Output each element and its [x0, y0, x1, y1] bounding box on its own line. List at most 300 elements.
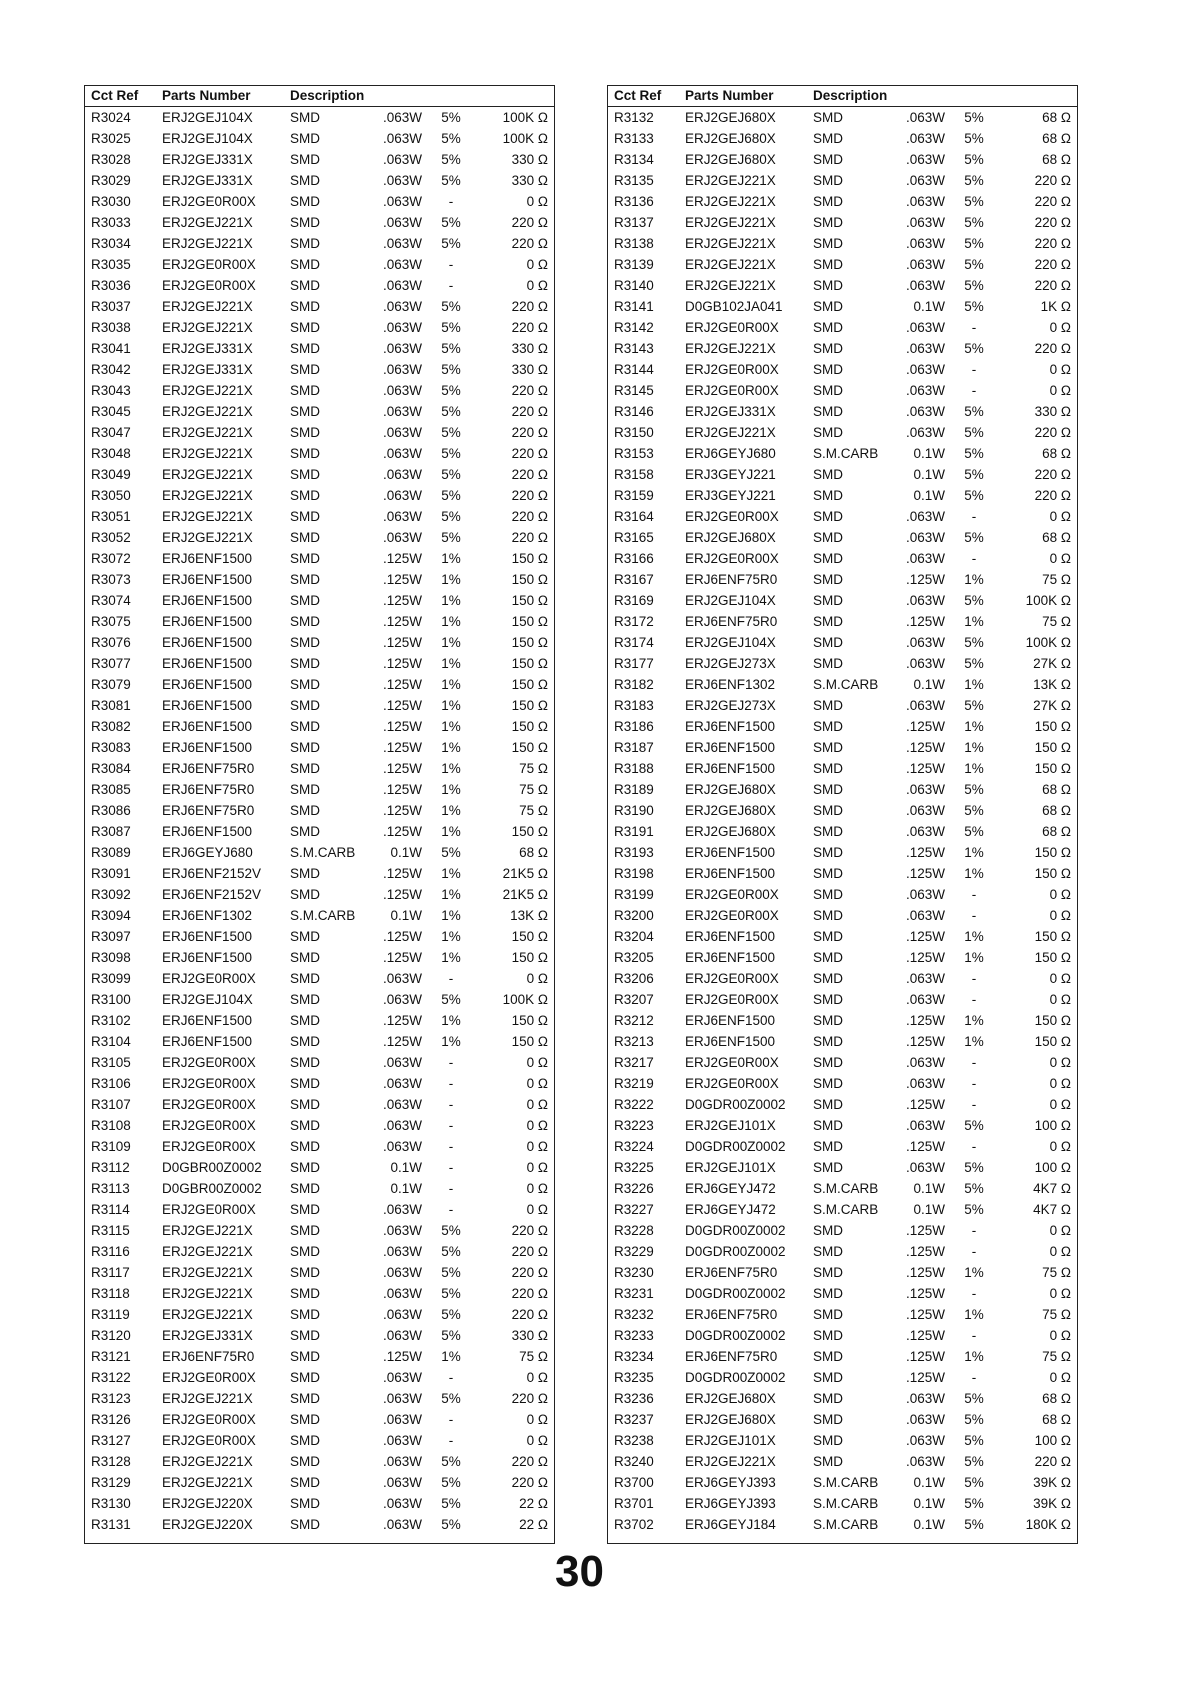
cell-parts-number: ERJ6ENF1500 [685, 1013, 776, 1028]
cell-parts-number: ERJ6ENF75R0 [685, 1307, 778, 1322]
cell-parts-number: ERJ2GEJ331X [162, 173, 253, 188]
cell-wattage: .063W [905, 530, 945, 545]
cell-wattage: .125W [905, 1370, 945, 1385]
table-row [85, 1115, 554, 1136]
cell-description: SMD [290, 1013, 320, 1028]
cell-wattage: .063W [905, 593, 945, 608]
header-description: Description [290, 88, 365, 103]
cell-value: 0 Ω [526, 1097, 548, 1112]
cell-value: 220 Ω [511, 299, 548, 314]
cell-description: SMD [290, 761, 320, 776]
cell-tolerance: - [971, 1244, 977, 1259]
cell-value: 0 Ω [1049, 1286, 1071, 1301]
cell-cct-ref: R3118 [91, 1286, 130, 1301]
cell-wattage: .125W [905, 1139, 945, 1154]
cell-wattage: .063W [382, 173, 422, 188]
cell-value: 75 Ω [519, 1349, 548, 1364]
table-row [85, 1178, 554, 1199]
cell-value: 220 Ω [511, 467, 548, 482]
cell-parts-number: ERJ2GEJ331X [162, 341, 253, 356]
cell-tolerance: 1% [441, 551, 461, 566]
cell-parts-number: ERJ2GEJ221X [162, 1454, 253, 1469]
cell-description: SMD [813, 572, 843, 587]
cell-parts-number: ERJ6ENF1500 [685, 845, 776, 860]
cell-tolerance: 5% [964, 824, 984, 839]
cell-tolerance: 5% [964, 299, 984, 314]
cell-parts-number: ERJ2GEJ221X [162, 383, 253, 398]
cell-description: SMD [813, 1286, 843, 1301]
cell-cct-ref: R3131 [91, 1517, 131, 1532]
cell-cct-ref: R3038 [91, 320, 131, 335]
table-row [85, 170, 554, 191]
cell-parts-number: ERJ6GEYJ472 [685, 1202, 776, 1217]
cell-wattage: .063W [382, 1412, 422, 1427]
cell-parts-number: ERJ2GEJ680X [685, 824, 776, 839]
cell-tolerance: 1% [964, 1307, 984, 1322]
cell-wattage: .125W [905, 866, 945, 881]
cell-parts-number: ERJ2GEJ331X [162, 152, 253, 167]
cell-tolerance: 5% [441, 992, 461, 1007]
cell-wattage: 0.1W [913, 446, 945, 461]
cell-tolerance: 1% [441, 614, 461, 629]
cell-parts-number: ERJ2GE0R00X [685, 971, 779, 986]
cell-parts-number: ERJ2GEJ101X [685, 1433, 776, 1448]
cell-cct-ref: R3165 [614, 530, 654, 545]
cell-parts-number: ERJ2GE0R00X [162, 1370, 256, 1385]
cell-description: SMD [813, 341, 843, 356]
cell-description: SMD [290, 719, 320, 734]
cell-parts-number: ERJ6ENF75R0 [685, 572, 778, 587]
cell-cct-ref: R3146 [614, 404, 654, 419]
header-parts-number: Parts Number [162, 88, 251, 103]
cell-wattage: .063W [382, 131, 422, 146]
cell-cct-ref: R3236 [614, 1391, 654, 1406]
cell-wattage: .063W [382, 488, 422, 503]
cell-cct-ref: R3082 [91, 719, 131, 734]
cell-cct-ref: R3133 [614, 131, 654, 146]
cell-parts-number: ERJ2GEJ221X [162, 1223, 253, 1238]
table-row [85, 611, 554, 632]
cell-value: 0 Ω [526, 1412, 548, 1427]
cell-value: 150 Ω [511, 929, 548, 944]
table-row [608, 653, 1077, 674]
cell-parts-number: ERJ6ENF75R0 [162, 803, 255, 818]
cell-description: SMD [290, 1307, 320, 1322]
cell-value: 220 Ω [511, 1475, 548, 1490]
table-row [608, 1094, 1077, 1115]
cell-value: 150 Ω [511, 1034, 548, 1049]
cell-parts-number: ERJ2GEJ221X [162, 1307, 253, 1322]
cell-wattage: .063W [382, 509, 422, 524]
cell-value: 220 Ω [511, 236, 548, 251]
cell-cct-ref: R3108 [91, 1118, 131, 1133]
cell-description: S.M.CARB [813, 677, 879, 692]
table-row [85, 1262, 554, 1283]
cell-tolerance: 5% [441, 404, 461, 419]
table-row [85, 779, 554, 800]
cell-value: 0 Ω [1049, 992, 1071, 1007]
cell-wattage: .063W [382, 362, 422, 377]
cell-value: 68 Ω [1042, 1391, 1071, 1406]
cell-value: 220 Ω [1034, 173, 1071, 188]
table-row [85, 842, 554, 863]
cell-cct-ref: R3092 [91, 887, 131, 902]
cell-wattage: 0.1W [913, 1181, 945, 1196]
cell-tolerance: 5% [964, 446, 984, 461]
cell-parts-number: D0GDR00Z0002 [685, 1286, 786, 1301]
cell-wattage: .063W [905, 803, 945, 818]
cell-wattage: .063W [905, 992, 945, 1007]
cell-parts-number: ERJ2GEJ101X [685, 1118, 776, 1133]
cell-cct-ref: R3145 [614, 383, 654, 398]
cell-parts-number: ERJ6ENF1302 [685, 677, 776, 692]
cell-wattage: .063W [382, 1286, 422, 1301]
cell-value: 100K Ω [502, 131, 548, 146]
cell-description: S.M.CARB [813, 446, 879, 461]
cell-tolerance: - [971, 320, 977, 335]
cell-value: 150 Ω [1034, 845, 1071, 860]
cell-description: SMD [290, 1076, 320, 1091]
header-description: Description [813, 88, 888, 103]
table-row [608, 317, 1077, 338]
cell-parts-number: ERJ2GEJ104X [162, 110, 253, 125]
cell-parts-number: ERJ6ENF1500 [685, 866, 776, 881]
cell-description: SMD [290, 1223, 320, 1238]
cell-cct-ref: R3193 [614, 845, 654, 860]
cell-parts-number: ERJ2GEJ221X [162, 299, 253, 314]
cell-value: 150 Ω [511, 824, 548, 839]
cell-value: 68 Ω [1042, 446, 1071, 461]
cell-value: 150 Ω [511, 950, 548, 965]
table-row [85, 1346, 554, 1367]
table-row [608, 779, 1077, 800]
cell-wattage: .125W [382, 929, 422, 944]
cell-tolerance: 1% [441, 908, 461, 923]
cell-wattage: .063W [382, 992, 422, 1007]
table-row [85, 653, 554, 674]
cell-cct-ref: R3229 [614, 1244, 654, 1259]
cell-parts-number: ERJ2GE0R00X [685, 509, 779, 524]
cell-description: SMD [290, 509, 320, 524]
cell-cct-ref: R3107 [91, 1097, 131, 1112]
cell-tolerance: - [448, 194, 454, 209]
table-row [85, 485, 554, 506]
cell-parts-number: D0GDR00Z0002 [685, 1244, 786, 1259]
cell-tolerance: - [971, 971, 977, 986]
cell-tolerance: - [448, 1181, 454, 1196]
cell-parts-number: ERJ2GE0R00X [162, 1139, 256, 1154]
cell-tolerance: - [971, 383, 977, 398]
table-row [608, 1367, 1077, 1388]
cell-parts-number: ERJ2GEJ221X [162, 1475, 253, 1490]
cell-description: SMD [290, 782, 320, 797]
table-row [85, 1514, 554, 1535]
cell-cct-ref: R3158 [614, 467, 654, 482]
cell-description: SMD [290, 110, 320, 125]
table-row [85, 1493, 554, 1514]
cell-description: SMD [290, 1055, 320, 1070]
cell-cct-ref: R3128 [91, 1454, 131, 1469]
cell-cct-ref: R3030 [91, 194, 131, 209]
cell-parts-number: ERJ2GEJ221X [162, 215, 253, 230]
cell-wattage: .063W [382, 320, 422, 335]
cell-tolerance: - [971, 908, 977, 923]
cell-description: SMD [290, 1391, 320, 1406]
cell-value: 0 Ω [526, 1370, 548, 1385]
table-row [608, 1220, 1077, 1241]
cell-wattage: .063W [382, 236, 422, 251]
cell-tolerance: 5% [964, 1433, 984, 1448]
cell-wattage: .125W [905, 1307, 945, 1322]
cell-cct-ref: R3028 [91, 152, 131, 167]
cell-cct-ref: R3186 [614, 719, 654, 734]
table-row [85, 338, 554, 359]
cell-cct-ref: R3115 [91, 1223, 130, 1238]
cell-wattage: .063W [382, 278, 422, 293]
cell-parts-number: ERJ6ENF1500 [685, 929, 776, 944]
cell-parts-number: ERJ6ENF1500 [685, 761, 776, 776]
cell-tolerance: - [448, 1055, 454, 1070]
table-row [608, 275, 1077, 296]
table-row [85, 695, 554, 716]
cell-tolerance: 5% [441, 1244, 461, 1259]
cell-wattage: .063W [905, 404, 945, 419]
cell-value: 150 Ω [1034, 719, 1071, 734]
cell-value: 75 Ω [1042, 614, 1071, 629]
cell-tolerance: 5% [964, 782, 984, 797]
table-row [608, 947, 1077, 968]
table-row [608, 170, 1077, 191]
cell-cct-ref: R3212 [614, 1013, 654, 1028]
cell-parts-number: ERJ6ENF2152V [162, 866, 262, 881]
cell-parts-number: ERJ2GEJ221X [162, 509, 253, 524]
table-row [608, 905, 1077, 926]
cell-tolerance: 1% [441, 635, 461, 650]
cell-description: SMD [813, 1265, 843, 1280]
cell-cct-ref: R3700 [614, 1475, 654, 1490]
table-row [608, 149, 1077, 170]
cell-description: SMD [813, 152, 843, 167]
table-row [608, 464, 1077, 485]
cell-tolerance: 1% [441, 677, 461, 692]
table-row [85, 884, 554, 905]
cell-value: 220 Ω [1034, 341, 1071, 356]
table-row [85, 968, 554, 989]
cell-value: 330 Ω [511, 341, 548, 356]
cell-value: 68 Ω [1042, 824, 1071, 839]
cell-wattage: .063W [905, 1391, 945, 1406]
cell-description: SMD [290, 677, 320, 692]
cell-description: SMD [290, 446, 320, 461]
cell-wattage: .063W [382, 1517, 422, 1532]
table-row [608, 1199, 1077, 1220]
table-row [608, 338, 1077, 359]
table-row [608, 128, 1077, 149]
cell-parts-number: ERJ2GEJ104X [162, 131, 253, 146]
cell-value: 68 Ω [1042, 110, 1071, 125]
cell-wattage: 0.1W [390, 1181, 422, 1196]
cell-cct-ref: R3098 [91, 950, 131, 965]
cell-tolerance: - [448, 1097, 454, 1112]
cell-cct-ref: R3164 [614, 509, 654, 524]
cell-description: SMD [290, 1265, 320, 1280]
cell-value: 220 Ω [511, 509, 548, 524]
cell-cct-ref: R3150 [614, 425, 654, 440]
cell-tolerance: 5% [441, 509, 461, 524]
cell-tolerance: 1% [441, 929, 461, 944]
table-body [608, 107, 1077, 1535]
cell-parts-number: ERJ2GE0R00X [162, 1097, 256, 1112]
cell-cct-ref: R3137 [614, 215, 654, 230]
table-row [85, 947, 554, 968]
cell-wattage: .125W [905, 1328, 945, 1343]
table-row [608, 1178, 1077, 1199]
table-row [85, 926, 554, 947]
cell-description: SMD [813, 593, 843, 608]
cell-wattage: .125W [382, 593, 422, 608]
cell-cct-ref: R3227 [614, 1202, 654, 1217]
cell-cct-ref: R3232 [614, 1307, 654, 1322]
cell-description: SMD [813, 656, 843, 671]
cell-tolerance: 5% [964, 1181, 984, 1196]
table-row [85, 1241, 554, 1262]
cell-description: SMD [290, 593, 320, 608]
cell-wattage: .125W [382, 866, 422, 881]
cell-tolerance: - [448, 257, 454, 272]
cell-value: 150 Ω [511, 551, 548, 566]
cell-tolerance: 5% [441, 110, 461, 125]
cell-wattage: .063W [382, 1265, 422, 1280]
cell-cct-ref: R3237 [614, 1412, 654, 1427]
table-row [85, 317, 554, 338]
cell-description: SMD [290, 824, 320, 839]
table-row [608, 1115, 1077, 1136]
cell-tolerance: 1% [441, 593, 461, 608]
cell-parts-number: ERJ6ENF1302 [162, 908, 253, 923]
table-row [608, 611, 1077, 632]
cell-value: 75 Ω [519, 782, 548, 797]
cell-parts-number: ERJ2GEJ221X [162, 467, 253, 482]
cell-cct-ref: R3035 [91, 257, 131, 272]
cell-value: 0 Ω [526, 1202, 548, 1217]
cell-tolerance: 1% [441, 761, 461, 776]
cell-cct-ref: R3076 [91, 635, 131, 650]
cell-tolerance: 1% [441, 656, 461, 671]
table-row [608, 380, 1077, 401]
cell-value: 21K5 Ω [502, 887, 548, 902]
cell-parts-number: ERJ2GEJ221X [162, 425, 253, 440]
cell-tolerance: 5% [441, 1475, 461, 1490]
cell-cct-ref: R3037 [91, 299, 131, 314]
cell-tolerance: 1% [964, 572, 984, 587]
cell-parts-number: ERJ2GEJ221X [162, 236, 253, 251]
cell-cct-ref: R3043 [91, 383, 131, 398]
cell-description: SMD [813, 425, 843, 440]
table-row [85, 800, 554, 821]
cell-description: SMD [290, 635, 320, 650]
table-row [608, 485, 1077, 506]
cell-cct-ref: R3225 [614, 1160, 654, 1175]
cell-tolerance: 5% [441, 152, 461, 167]
cell-tolerance: 5% [964, 1475, 984, 1490]
cell-description: SMD [813, 1076, 843, 1091]
table-row [608, 1157, 1077, 1178]
table-row [85, 1325, 554, 1346]
cell-parts-number: ERJ2GE0R00X [685, 551, 779, 566]
cell-cct-ref: R3079 [91, 677, 131, 692]
cell-value: 220 Ω [511, 1307, 548, 1322]
cell-tolerance: 5% [964, 1118, 984, 1133]
cell-value: 27K Ω [1033, 698, 1071, 713]
cell-cct-ref: R3104 [91, 1034, 131, 1049]
cell-description: SMD [813, 614, 843, 629]
cell-cct-ref: R3102 [91, 1013, 131, 1028]
table-row [608, 1388, 1077, 1409]
cell-wattage: .125W [382, 803, 422, 818]
cell-wattage: .125W [382, 572, 422, 587]
cell-wattage: .063W [905, 1118, 945, 1133]
cell-cct-ref: R3172 [614, 614, 654, 629]
cell-tolerance: 1% [964, 1265, 984, 1280]
cell-value: 220 Ω [511, 1391, 548, 1406]
cell-tolerance: 1% [441, 719, 461, 734]
cell-description: SMD [813, 1013, 843, 1028]
cell-wattage: .063W [905, 362, 945, 377]
table-row [85, 905, 554, 926]
cell-parts-number: ERJ6ENF1500 [685, 1034, 776, 1049]
table-row [85, 191, 554, 212]
cell-wattage: .063W [905, 236, 945, 251]
cell-cct-ref: R3045 [91, 404, 131, 419]
cell-tolerance: - [448, 1433, 454, 1448]
cell-tolerance: 5% [441, 1496, 461, 1511]
cell-value: 220 Ω [1034, 278, 1071, 293]
cell-cct-ref: R3153 [614, 446, 654, 461]
cell-description: SMD [290, 362, 320, 377]
cell-wattage: .125W [905, 1244, 945, 1259]
cell-cct-ref: R3097 [91, 929, 131, 944]
cell-value: 150 Ω [1034, 950, 1071, 965]
cell-parts-number: ERJ2GEJ221X [685, 257, 776, 272]
cell-description: SMD [813, 1244, 843, 1259]
cell-parts-number: ERJ2GEJ221X [685, 215, 776, 230]
cell-parts-number: ERJ6ENF75R0 [685, 1265, 778, 1280]
table-row [85, 1094, 554, 1115]
table-row [608, 1010, 1077, 1031]
cell-value: 0 Ω [526, 1118, 548, 1133]
cell-wattage: .063W [905, 152, 945, 167]
cell-value: 21K5 Ω [502, 866, 548, 881]
cell-wattage: .063W [382, 215, 422, 230]
cell-parts-number: ERJ2GE0R00X [685, 383, 779, 398]
table-row [608, 1346, 1077, 1367]
cell-cct-ref: R3100 [91, 992, 131, 1007]
cell-value: 68 Ω [1042, 131, 1071, 146]
cell-description: SMD [290, 803, 320, 818]
cell-parts-number: ERJ2GE0R00X [162, 1076, 256, 1091]
cell-wattage: .063W [905, 971, 945, 986]
table-row [608, 590, 1077, 611]
cell-parts-number: ERJ2GEJ680X [685, 1391, 776, 1406]
cell-tolerance: 1% [441, 572, 461, 587]
cell-parts-number: ERJ2GEJ273X [685, 698, 776, 713]
cell-parts-number: ERJ2GE0R00X [685, 1055, 779, 1070]
cell-parts-number: ERJ2GEJ221X [685, 194, 776, 209]
cell-tolerance: - [971, 1055, 977, 1070]
cell-tolerance: 1% [441, 782, 461, 797]
cell-wattage: 0.1W [913, 1496, 945, 1511]
cell-value: 150 Ω [511, 677, 548, 692]
